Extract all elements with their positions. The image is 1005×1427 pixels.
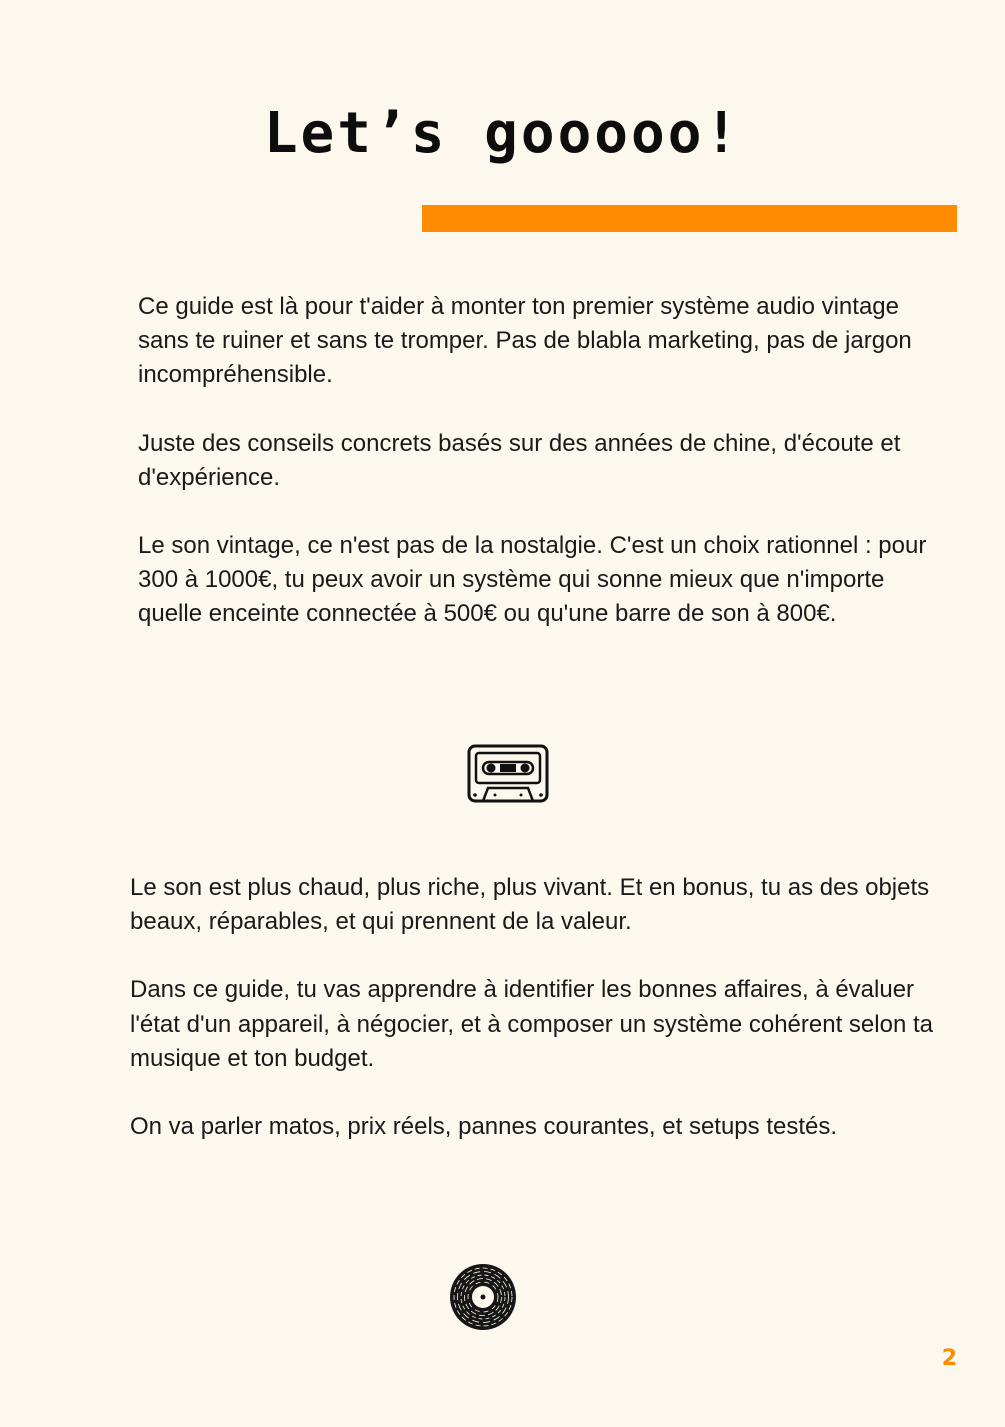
intro-paragraph: Ce guide est là pour t'aider à monter ton premier système audio vintage sans te ruiner et sans te tromper. Pas de blabla marketing, pas de jargon incompréhensible. (138, 293, 912, 389)
intro-paragraph: Juste des conseils concrets basés sur des années de chine, d'écoute et d'expérience. (138, 429, 901, 491)
body-paragraph: Dans ce guide, tu vas apprendre à identifier les bonnes affaires, à évaluer l'état d'un appareil, à négocier, et à composer un système cohérent selon ta musique et ton budget. (130, 976, 933, 1072)
body-text (130, 871, 940, 1178)
page-title: Let’s gooooo! (263, 101, 742, 166)
title-accent-bar (422, 205, 957, 232)
body-paragraph: Le son est plus chaud, plus riche, plus vivant. Et en bonus, tu as des objets beaux, réparables, et qui prennent de la valeur. (130, 874, 930, 936)
vinyl-record-icon (449, 1263, 517, 1331)
body-paragraph: On va parler matos, prix réels, pannes courantes, et setups testés. (130, 1113, 838, 1141)
intro-paragraph: Le son vintage, ce n'est pas de la nostalgie. C'est un choix rationnel : pour 300 à 1000€, tu peux avoir un système qui sonne mieux que n'importe quelle enceinte connectée à 500€ ou qu'une barre de son à 800€. (138, 532, 927, 628)
intro-text (138, 290, 938, 666)
page-number: 2 (941, 1346, 957, 1371)
cassette-icon (467, 744, 549, 804)
